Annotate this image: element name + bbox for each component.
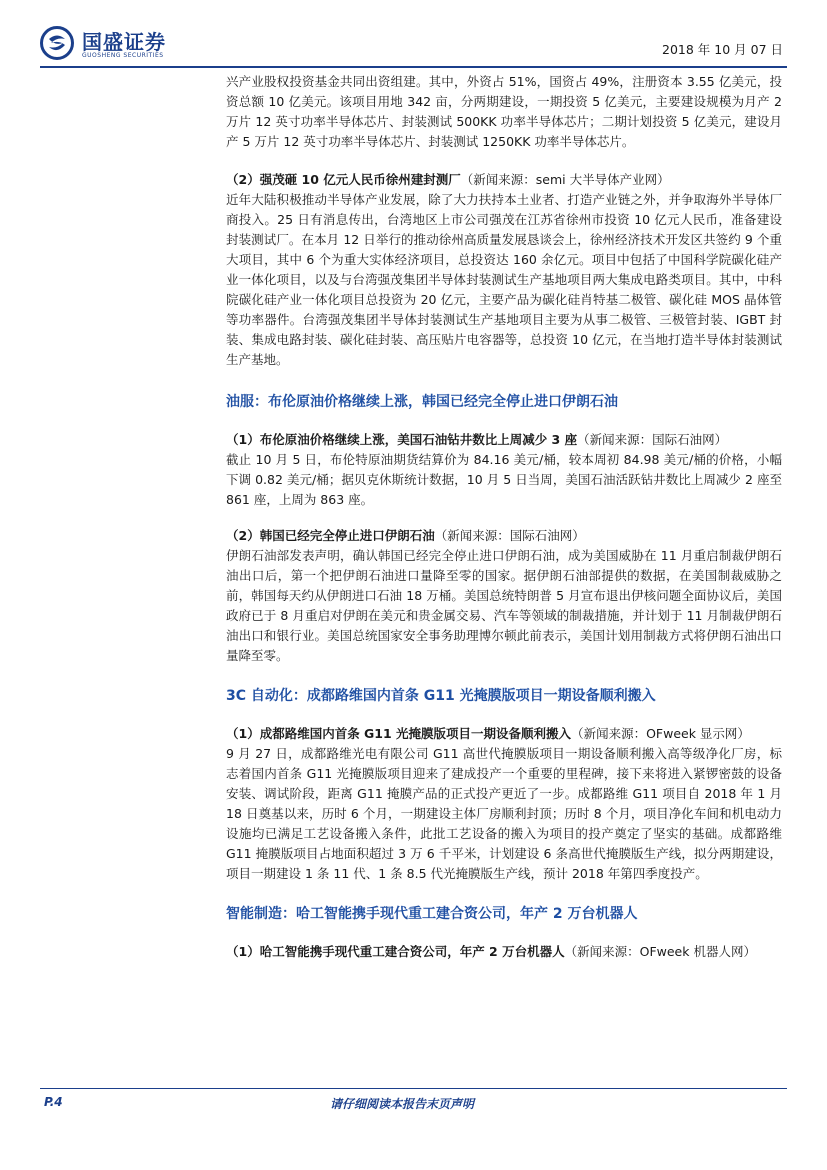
brand-name-en: GUOSHENG SECURITIES (82, 52, 164, 59)
page-header (40, 24, 787, 68)
news-source: （新闻来源：semi 大半导体产业网） (460, 172, 670, 187)
footer-divider (40, 1088, 787, 1089)
subheading-brent (226, 430, 782, 450)
subheading-g11 (226, 724, 782, 744)
subheading-korea-iran (226, 526, 782, 546)
report-body (226, 72, 782, 962)
brand-name: 国盛证券 (82, 30, 166, 54)
section-heading-3c: 3C 自动化：成都路维国内首条 G11 光掩膜版项目一期设备顺利搬入 (226, 688, 656, 704)
news-source: （新闻来源：国际石油网） (434, 528, 585, 543)
subheading-title: （2）强茂砸 10 亿元人民币徐州建封测厂 (226, 172, 461, 187)
paragraph-g11: 9 月 27 日，成都路维光电有限公司 G11 高世代掩膜版项目一期设备顺利搬入高等级净化厂房，标志着国内首条 G11 光掩膜版项目迎来了建成投产一个重要的里程碑，接下来将进入紧锣密鼓的设备安装、调试阶段，距离 G11 掩膜产品的正式投产更近了一步。成都路维 G11 项目自 2018 年 1 月 18 日奠基以来，历时 6 个月，一期建设主体厂房顺利封顶；历时 8 个月，项目净化车间和机电动力设施均已满足工艺设备搬入条件，此批工艺设备的搬入为项目的投产奠定了坚实的基础。成都路维 G11 掩膜版项目占地面积超过 3 万 6 千平米，计划建设 6 条高世代掩膜版生产线，拟分两期建设，项目一期建设 1 条 11 代、1 条 8.5 代光掩膜版生产线，预计 2018 年第四季度投产。 (226, 746, 782, 881)
news-source: （新闻来源：OFweek 机器人网） (564, 944, 756, 959)
news-source: （新闻来源：国际石油网） (577, 432, 728, 447)
paragraph-continued: 兴产业股权投资基金共同出资组建。其中，外资占 51%，国资占 49%，注册资本 3.55 亿美元，投资总额 10 亿美元。该项目用地 342 亩，分两期建设，一期投资 5 亿美元，主要建设规模为月产 2 万片 12 英寸功率半导体芯片、封装测试 500KK 功率半导体芯片；二期计划投资 5 亿美元，建设月产 5 万片 12 英寸功率半导体芯片、封装测试 1250KK 功率半导体芯片。 (226, 74, 782, 149)
paragraph-qiangmao: 近年大陆积极推动半导体产业发展，除了大力扶持本土业者、打造产业链之外，并争取海外半导体厂商投入。25 日有消息传出，台湾地区上市公司强茂在江苏省徐州市投资 10 亿元人民币，准备建设封装测试厂。在本月 12 日举行的推动徐州高质量发展恳谈会上，徐州经济技术开发区共签约 9 个重大项目，其中 6 个为重大实体经济项目，总投资达 160 余亿元。项目中包括了中国科学院碳化硅产业一体化项目，以及与台湾强茂集团半导体封装测试生产基地项目两大集成电路类项目。其中，中科院碳化硅产业一体化项目总投资为 20 亿元，主要产品为碳化硅肖特基二极管、碳化硅 MOS 晶体管等功率器件。台湾强茂集团半导体封装测试生产基地项目主要为从事二极管、三极管封装、IGBT 封装、集成电路封装、碳化硅封装、高压贴片电容器等，总投资 10 亿元，在当地打造半导体封装测试生产基地。 (226, 192, 782, 367)
subheading-title: （1）哈工智能携手现代重工建合资公司，年产 2 万台机器人 (226, 944, 565, 959)
guosheng-logo-icon (40, 26, 74, 60)
company-logo (40, 24, 240, 64)
header-divider (40, 66, 787, 68)
paragraph-korea-iran: 伊朗石油部发表声明，确认韩国已经完全停止进口伊朗石油，成为美国威胁在 11 月重启制裁伊朗石油出口后，第一个把伊朗石油进口量降至零的国家。据伊朗石油部提供的数据，在美国制裁威胁之前，韩国每天约从伊朗进口石油 18 万桶。美国总统特朗普 5 月宣布退出伊核问题全面协议后，美国政府已于 8 月重启对伊朗在美元和贵金属交易、汽车等领域的制裁措施，并计划于 11 月制裁伊朗石油出口和银行业。美国总统国家安全事务助理博尔顿此前表示，美国计划用制裁方式将伊朗石油出口量降至零。 (226, 548, 782, 663)
subheading-title: （1）成都路维国内首条 G11 光掩膜版项目一期设备顺利搬入 (226, 726, 572, 741)
section-heading-oil: 油服：布伦原油价格继续上涨，韩国已经完全停止进口伊朗石油 (226, 394, 618, 410)
footer-disclaimer: 请仔细阅读本报告末页声明 (330, 1097, 475, 1111)
news-source: （新闻来源：OFweek 显示网） (571, 726, 750, 741)
section-heading-robotics: 智能制造：哈工智能携手现代重工建合资公司，年产 2 万台机器人 (226, 906, 638, 922)
page-number: P.4 (44, 1095, 63, 1109)
subheading-title: （1）布伦原油价格继续上涨，美国石油钻井数比上周减少 3 座 (226, 432, 578, 447)
subheading-title: （2）韩国已经完全停止进口伊朗石油 (226, 528, 435, 543)
subheading-qiangmao (226, 170, 782, 190)
subheading-hagong (226, 942, 782, 962)
paragraph-brent: 截止 10 月 5 日，布伦特原油期货结算价为 84.16 美元/桶，较本周初 84.98 美元/桶的价格，小幅下调 0.82 美元/桶；据贝克休斯统计数据，10 月 5 日当周，美国石油活跃钻井数比上周减少 2 座至 861 座，上周为 863 座。 (226, 452, 782, 507)
report-date: 2018 年 10 月 07 日 (662, 42, 783, 57)
